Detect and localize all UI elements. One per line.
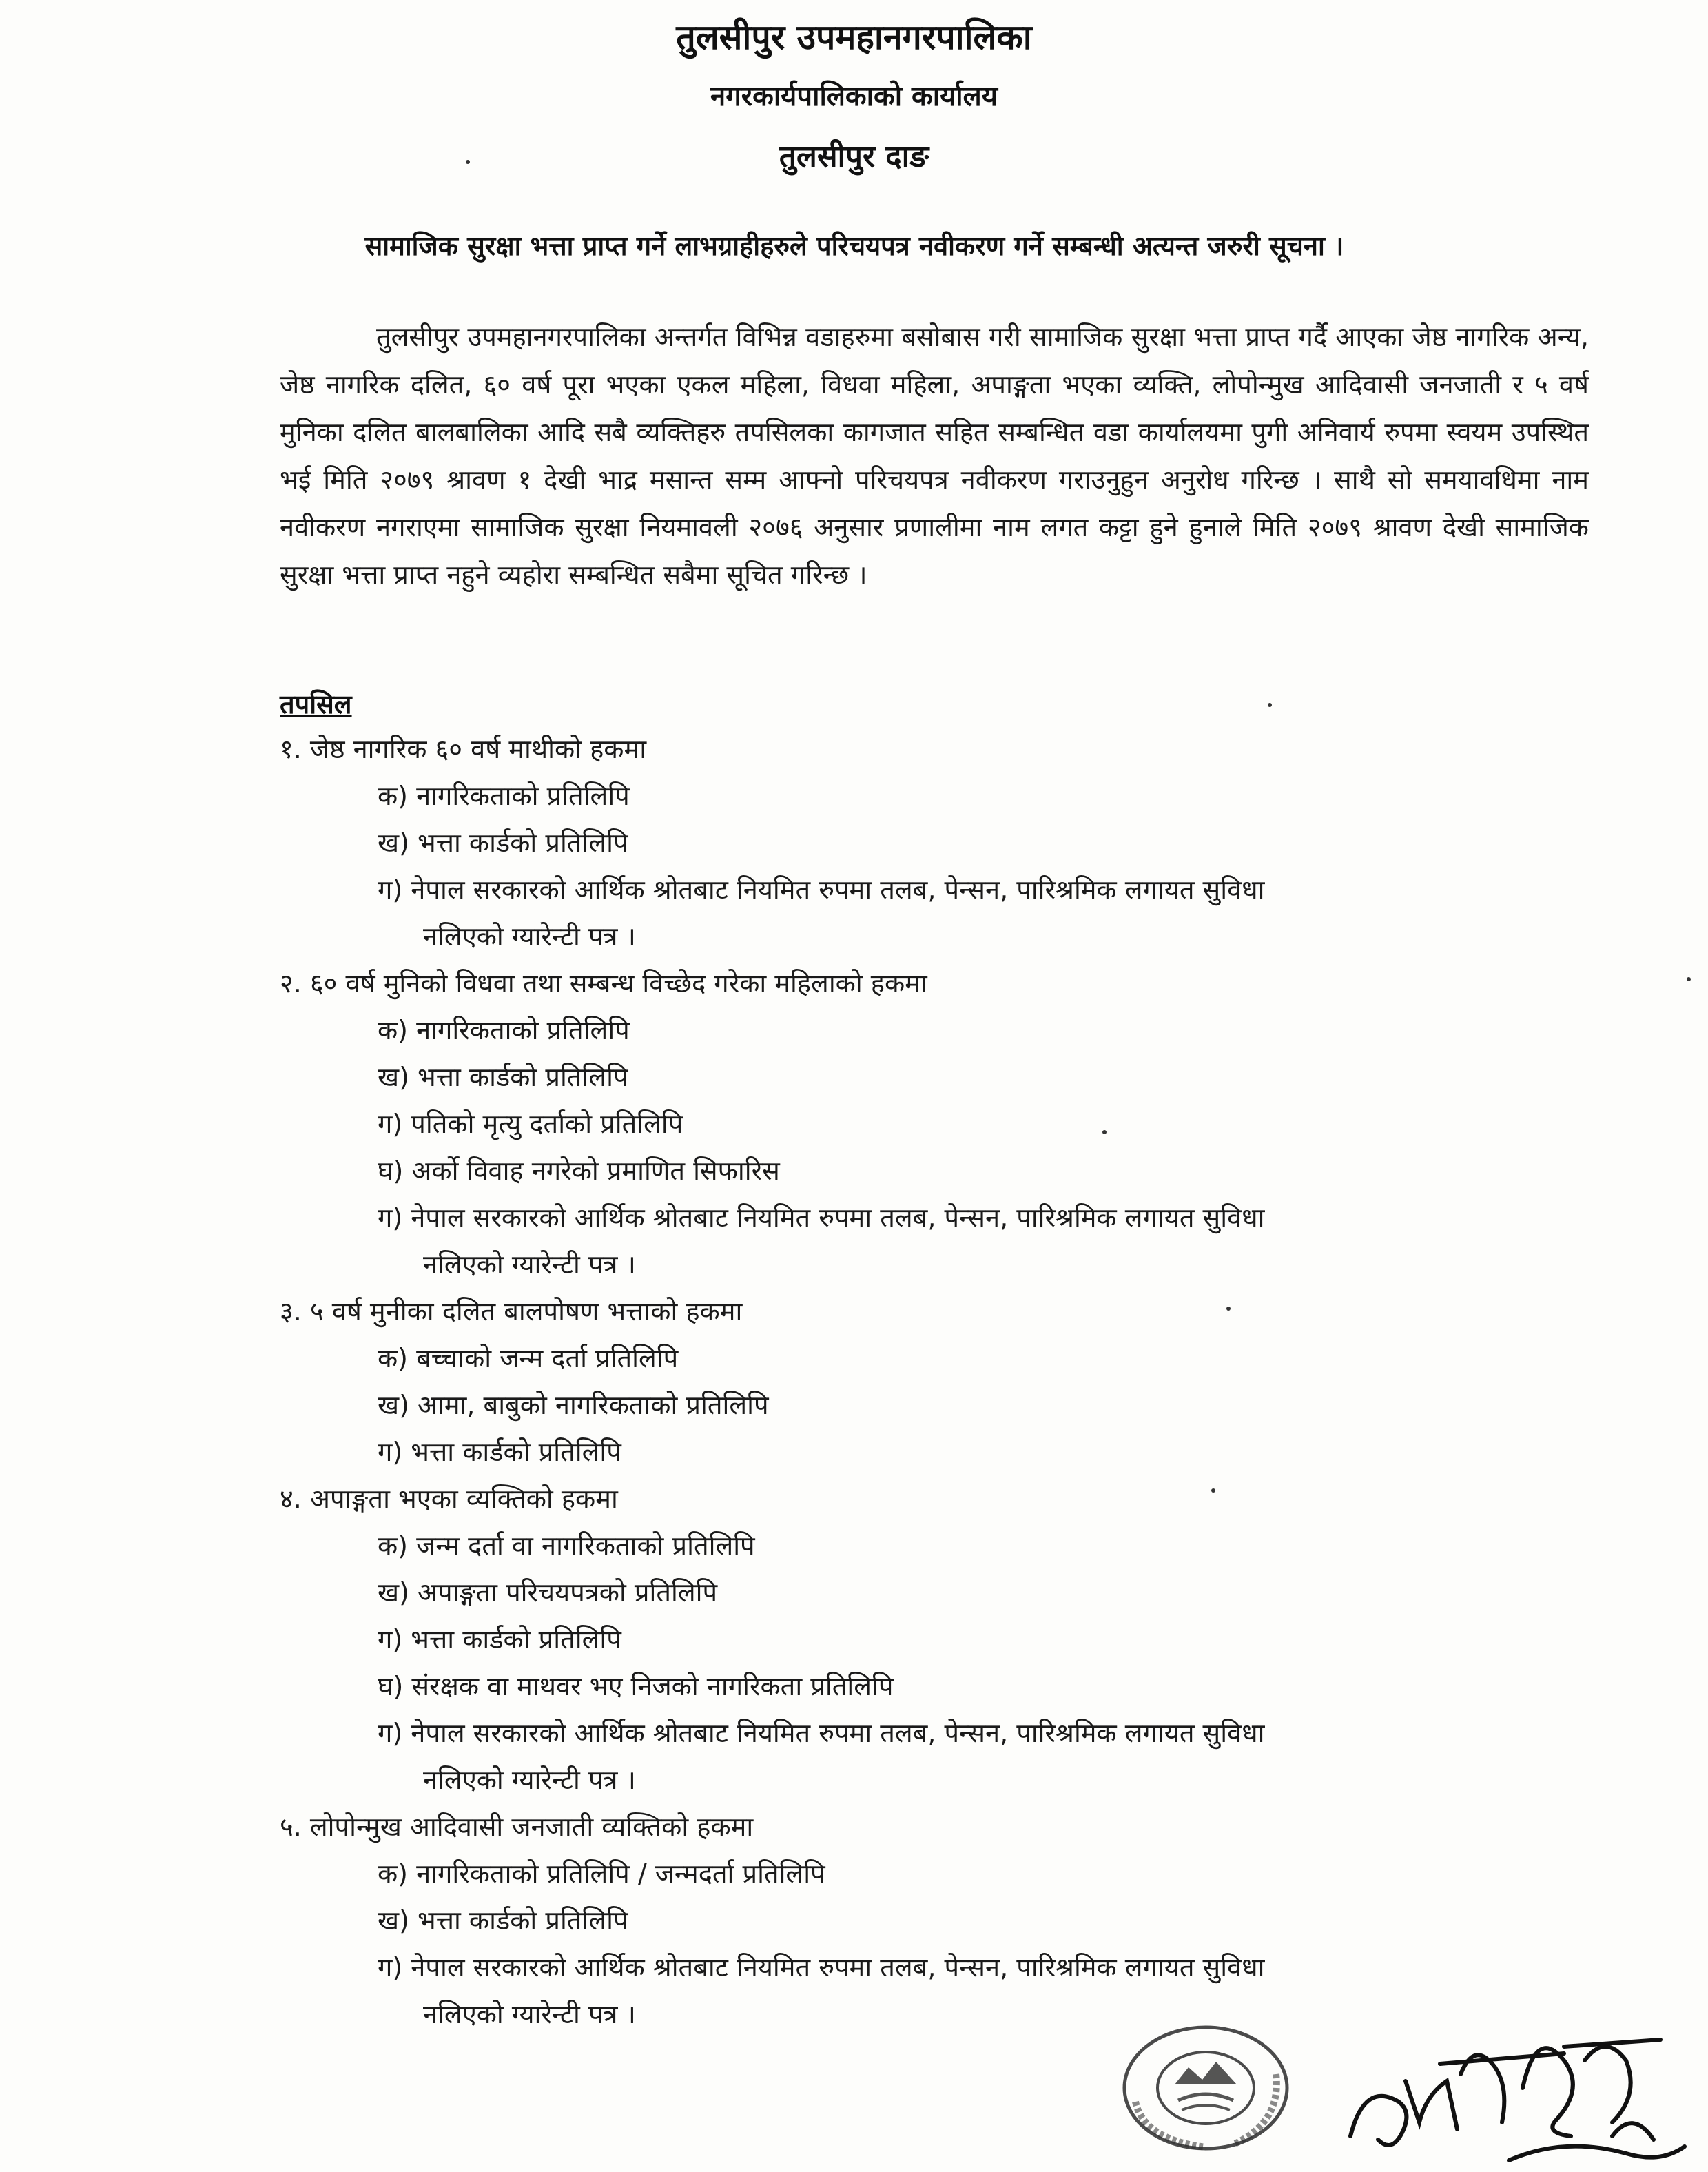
section-title: ५. लोपोन्मुख आदिवासी जनजाती व्यक्तिको हकमा (280, 1812, 754, 1842)
office-location: तुलसीपुर दाङ (779, 139, 929, 174)
list-item: ख) आमा, बाबुको नागरिकताको प्रतिलिपि (378, 1390, 769, 1420)
scan-speck (1211, 1488, 1215, 1493)
scan-speck (1268, 703, 1272, 707)
list-item: घ) संरक्षक वा माथवर भए निजको नागरिकता प्रतिलिपि (378, 1671, 894, 1701)
scan-speck (1226, 1307, 1231, 1311)
list-item: ग) नेपाल सरकारको आर्थिक श्रोतबाट नियमित रुपमा तलब, पेन्सन, पारिश्रमिक लगायत सुविधा (378, 1718, 1265, 1748)
tapasil-heading: तपसिल (280, 689, 352, 719)
list-item: ग) नेपाल सरकारको आर्थिक श्रोतबाट नियमित रुपमा तलब, पेन्सन, पारिश्रमिक लगायत सुविधा (378, 1952, 1265, 1983)
list-item: ग) नेपाल सरकारको आर्थिक श्रोतबाट नियमित रुपमा तलब, पेन्सन, पारिश्रमिक लगायत सुविधा (378, 1202, 1265, 1233)
list-item-continuation: नलिएको ग्यारेन्टी पत्र । (423, 1765, 636, 1795)
list-item: क) बच्चाको जन्म दर्ता प्रतिलिपि (378, 1343, 679, 1373)
list-item-continuation: नलिएको ग्यारेन्टी पत्र । (423, 921, 636, 952)
section-title: ४. अपाङ्गता भएका व्यक्तिको हकमा (280, 1484, 618, 1514)
list-item: ख) भत्ता कार्डको प्रतिलिपि (378, 1905, 628, 1936)
section-title: ३. ५ वर्ष मुनीका दलित बालपोषण भत्ताको हकमा (280, 1296, 743, 1326)
notice-subject: सामाजिक सुरक्षा भत्ता प्राप्त गर्ने लाभग्राहीहरुले परिचयपत्र नवीकरण गर्ने सम्बन्धी अत्यन्त जरुरी सूचना । (364, 231, 1344, 261)
section-title: १. जेष्ठ नागरिक ६० वर्ष माथीको हकमा (280, 734, 647, 764)
office-seal-stamp (1116, 2019, 1295, 2157)
scan-speck (466, 160, 470, 164)
list-item: क) नागरिकताको प्रतिलिपि (378, 781, 630, 811)
list-item: क) नागरिकताको प्रतिलिपि / जन्मदर्ता प्रतिलिपि (378, 1858, 825, 1889)
list-item: ख) अपाङ्गता परिचयपत्रको प्रतिलिपि (378, 1577, 718, 1608)
scan-speck (1687, 977, 1691, 981)
list-item: ख) भत्ता कार्डको प्रतिलिपि (378, 828, 628, 858)
list-item: ग) भत्ता कार्डको प्रतिलिपि (378, 1437, 621, 1467)
list-item: क) नागरिकताको प्रतिलिपि (378, 1015, 630, 1045)
list-item: ग) भत्ता कार्डको प्रतिलिपि (378, 1624, 621, 1654)
list-item: ख) भत्ता कार्डको प्रतिलिपि (378, 1062, 628, 1092)
list-item: क) जन्म दर्ता वा नागरिकताको प्रतिलिपि (378, 1530, 755, 1561)
list-item-continuation: नलिएको ग्यारेन्टी पत्र । (423, 1249, 636, 1280)
list-item: ग) नेपाल सरकारको आर्थिक श्रोतबाट नियमित रुपमा तलब, पेन्सन, पारिश्रमिक लगायत सुविधा (378, 874, 1265, 905)
office-subtitle: नगरकार्यपालिकाको कार्यालय (710, 81, 998, 112)
notice-body-paragraph: तुलसीपुर उपमहानगरपालिका अन्तर्गत विभिन्न वडाहरुमा बसोबास गरी सामाजिक सुरक्षा भत्ता प्राप्त गर्दै आएका जेष्ठ नागरिक अन्य, जेष्ठ नागरिक दलित, ६० वर्ष पूरा भएका एकल महिला, विधवा महिला, अपाङ्गता भएका व्यक्ति, लोपोन्मुख आदिवासी जनजाती र ५ वर्ष मुनिका दलित बालबालिका आदि सबै व्यक्तिहरु तपसिलका कागजात सहित सम्बन्धित वडा कार्यालयमा पुगी अनिवार्य रुपमा स्वयम उपस्थित भई मिति २०७९ श्रावण १ देखी भाद्र मसान्त सम्म आफ्नो परिचयपत्र नवीकरण गराउनुहुन अनुरोध गरिन्छ । साथै सो समयावधिमा नाम नवीकरण नगराएमा सामाजिक सुरक्षा नियमावली २०७६ अनुसार प्रणालीमा नाम लगत कट्टा हुने हुनाले मिति २०७९ श्रावण देखी सामाजिक सुरक्षा भत्ता प्राप्त नहुने व्यहोरा सम्बन्धित सबैमा सूचित गरिन्छ । (280, 322, 1589, 590)
scan-speck (1102, 1130, 1107, 1134)
list-item-continuation: नलिएको ग्यारेन्टी पत्र । (423, 1999, 636, 2029)
signature (1337, 1998, 1695, 2172)
list-item: घ) अर्को विवाह नगरेको प्रमाणित सिफारिस (378, 1156, 780, 1186)
office-name: तुलसीपुर उपमहानगरपालिका (676, 17, 1032, 57)
list-item: ग) पतिको मृत्यु दर्ताको प्रतिलिपि (378, 1109, 683, 1139)
section-title: २. ६० वर्ष मुनिको विधवा तथा सम्बन्ध विच्छेद गरेका महिलाको हकमा (280, 968, 927, 998)
